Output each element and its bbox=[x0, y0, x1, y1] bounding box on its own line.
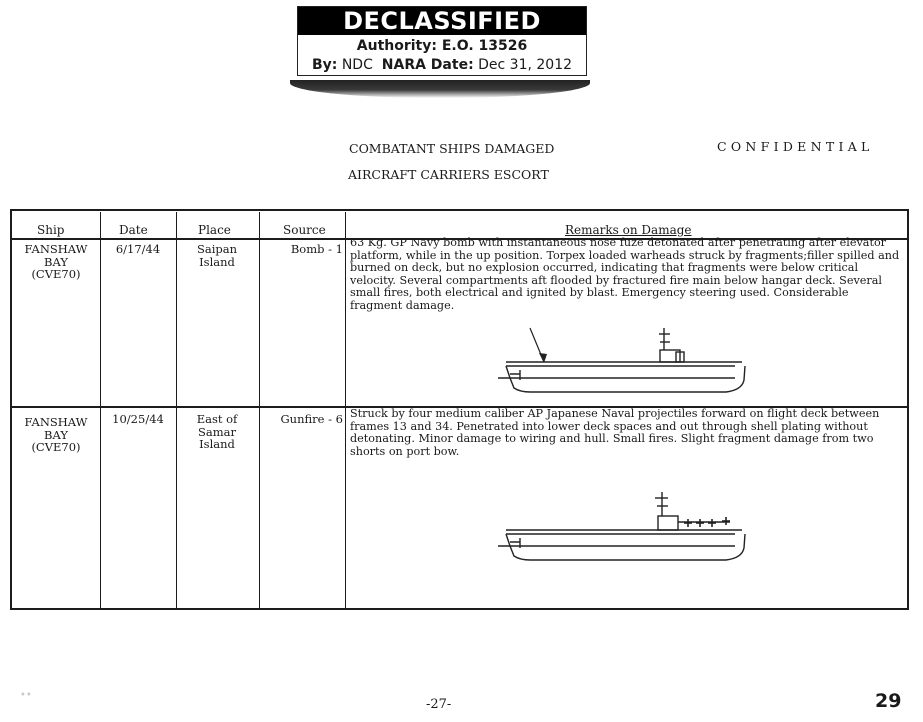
row2-place-line1: East of bbox=[196, 412, 238, 426]
col-divider-place bbox=[176, 212, 177, 610]
row1-place bbox=[178, 243, 256, 268]
declassified-stamp bbox=[297, 6, 587, 76]
row1-place-line2: Island bbox=[199, 254, 235, 269]
scan-shadow bbox=[290, 80, 590, 98]
row2-ship bbox=[16, 416, 96, 454]
col-header-date: Date bbox=[119, 223, 148, 237]
col-header-place: Place bbox=[198, 223, 231, 237]
row2-remarks: Struck by four medium caliber AP Japanese Naval projectiles forward on flight deck between frames 13 and 34. Penetrated into lower deck spaces and out through shell plating without detonating. Minor damage to wiring and hull. Small fires. Slight fragment damage from two shorts on port bow. bbox=[350, 407, 880, 458]
ship-diagram-gunfire-damage bbox=[490, 488, 750, 572]
col-divider-remarks bbox=[345, 212, 346, 610]
page-subtitle: AIRCRAFT CARRIERS ESCORT bbox=[348, 167, 549, 182]
row1-date: 6/17/44 bbox=[115, 242, 161, 256]
row1-source: Bomb - 1 bbox=[290, 242, 343, 256]
row1-ship-hull: (CVE70) bbox=[31, 267, 81, 281]
row1-place-line1: Saipan bbox=[196, 242, 238, 256]
row2-source: Gunfire - 6 bbox=[280, 412, 343, 426]
stamp-nara-value: Dec 31, 2012 bbox=[478, 57, 573, 73]
row2-date: 10/25/44 bbox=[112, 412, 164, 426]
stamp-title: DECLASSIFIED bbox=[298, 7, 586, 35]
row2-ship-name: FANSHAW bbox=[24, 415, 88, 429]
stamp-nara-label: NARA Date: bbox=[381, 57, 474, 73]
table-bottom-border bbox=[10, 608, 909, 610]
row1-remarks: 63 Kg. GP Navy bomb with instantaneous nose fuze detonated after penetrating after elevator platform, while in the up position. Torpex loaded warheads struck by fragments;filler spilled and burned on deck, but no explosion occurred, indicating that fragments were below critical velocity. Several compartments aft flooded by fractured fire main below hangar deck. Several small fires, both electrical and ignited by blast. Emergency steering used. Considerable fragment damage. bbox=[350, 236, 900, 312]
stamp-by-value: NDC bbox=[341, 57, 373, 73]
classification-marking: CONFIDENTIAL bbox=[717, 139, 874, 154]
table-top-border bbox=[10, 209, 909, 211]
col-header-ship: Ship bbox=[37, 223, 65, 237]
row2-place-line3: Island bbox=[199, 437, 235, 451]
page-title: COMBATANT SHIPS DAMAGED bbox=[349, 141, 555, 156]
col-divider-date bbox=[100, 212, 101, 610]
table-left-border bbox=[10, 209, 12, 610]
col-divider-source bbox=[259, 212, 260, 610]
row2-place-line2: Samar bbox=[198, 424, 236, 439]
stamp-authority: Authority: E.O. 13526 bbox=[356, 38, 528, 54]
table-right-border bbox=[907, 209, 909, 610]
faint-scan-mark: •• bbox=[20, 690, 32, 701]
row2-ship-hull: (CVE70) bbox=[31, 440, 81, 454]
col-header-source: Source bbox=[283, 223, 326, 237]
stamp-by-label: By: bbox=[311, 57, 338, 73]
page-number-corner: 29 bbox=[875, 690, 902, 712]
row2-ship-name2: BAY bbox=[44, 427, 68, 442]
row1-ship-name2: BAY bbox=[44, 254, 68, 269]
page-number-center: -27- bbox=[426, 697, 452, 712]
row1-ship-name: FANSHAW bbox=[24, 242, 88, 256]
stamp-by-line bbox=[298, 56, 586, 75]
ship-diagram-bomb-damage bbox=[490, 322, 750, 402]
row1-ship bbox=[16, 243, 96, 281]
col-header-remarks: Remarks on Damage bbox=[565, 223, 692, 237]
row2-place bbox=[178, 413, 256, 451]
